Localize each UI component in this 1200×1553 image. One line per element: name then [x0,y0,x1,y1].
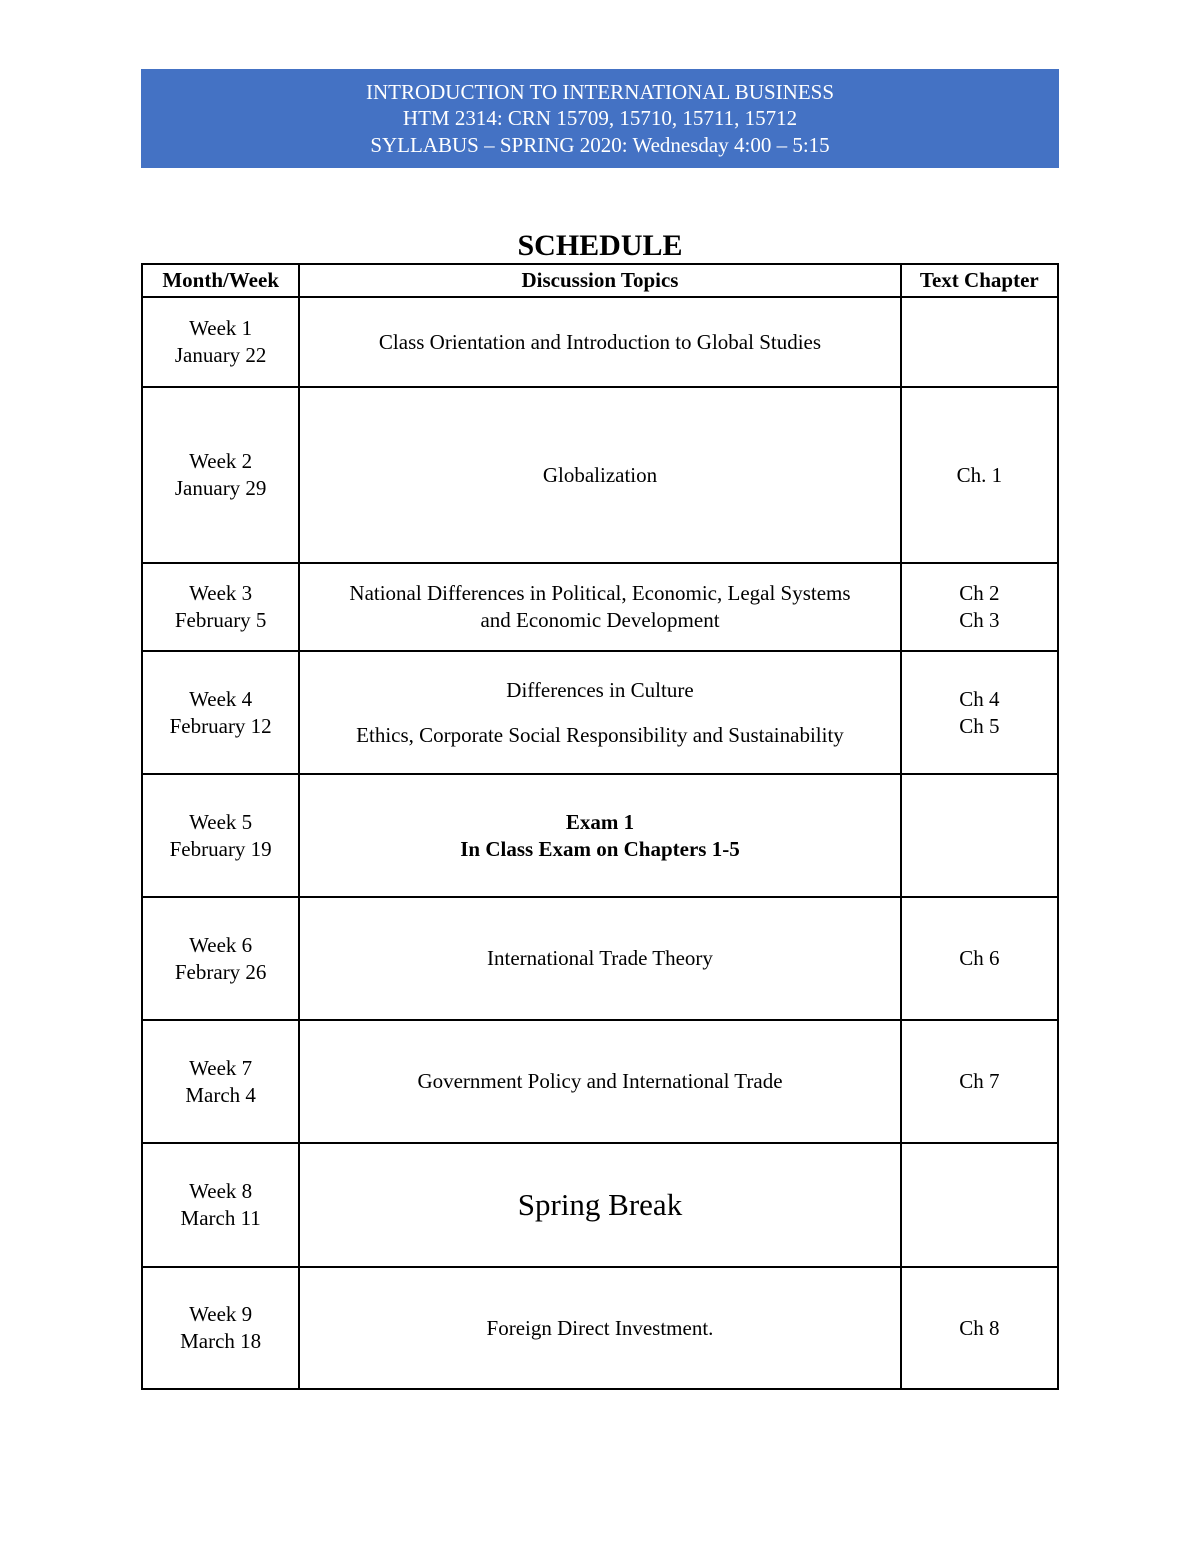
week-label: Week 5 [189,809,253,834]
week-label: Week 2 [189,449,253,473]
table-row [142,297,1058,387]
week-cell [142,297,299,387]
topic-cell [299,774,900,897]
chapter-cell [901,297,1058,387]
topic-cell [299,387,900,563]
course-title: INTRODUCTION TO INTERNATIONAL BUSINESS [365,79,835,104]
chapter-cell [901,563,1058,651]
topic-text: Foreign Direct Investment. [486,1315,714,1340]
table-row [142,1267,1058,1389]
week-cell [142,774,299,897]
week-cell [142,563,299,651]
week-label: Week 1 [189,316,253,340]
table-row [142,1143,1058,1267]
exam-description: In Class Exam on Chapters 1-5 [460,836,740,861]
week-cell [142,1143,299,1267]
chapter-cell [901,1267,1058,1389]
topic-text: Differences in Culture [506,677,694,702]
course-crn: HTM 2314: CRN 15709, 15710, 15711, 15712 [402,106,798,131]
column-header-discussion-topics: Discussion Topics [299,264,900,297]
chapter-cell [901,1020,1058,1143]
week-date: January 29 [174,476,267,500]
week-date: Febrary 26 [174,959,267,984]
week-cell [142,387,299,563]
table-header-row [142,264,1058,297]
chapter-text: Ch. 1 [956,462,1003,487]
table-row [142,387,1058,563]
week-date: January 22 [174,343,267,367]
topic-cell [299,1267,900,1389]
week-label: Week 9 [189,1302,253,1326]
topic-text: National Differences in Political, Economic, Legal Systems [349,581,851,605]
table-row [142,774,1058,897]
topic-cell [299,1020,900,1143]
chapter-cell [901,774,1058,897]
week-label: Week 7 [189,1055,253,1080]
chapter-text: Ch 7 [959,1069,1000,1093]
chapter-text: Ch 4 [959,686,1000,711]
chapter-cell [901,897,1058,1020]
week-date: February 12 [169,713,272,738]
topic-text: Ethics, Corporate Social Responsibility and Sustainability [356,722,844,747]
chapter-cell [901,387,1058,563]
topic-cell [299,651,900,774]
table-row [142,897,1058,1020]
topic-cell [299,1143,900,1267]
table-row [142,651,1058,774]
chapter-text: Ch 6 [959,946,1000,970]
topic-cell [299,563,900,651]
table-row [142,1020,1058,1143]
schedule-title: SCHEDULE [517,229,683,262]
week-label: Week 6 [189,932,253,957]
chapter-text: Ch 8 [959,1315,1000,1340]
column-header-month-week: Month/Week [142,264,299,297]
week-label: Week 8 [189,1179,253,1203]
week-label: Week 3 [189,581,253,605]
topic-text: Government Policy and International Trade [417,1069,783,1093]
week-cell [142,1020,299,1143]
column-header-text-chapter: Text Chapter [901,264,1058,297]
week-date: February 19 [169,836,272,861]
chapter-text: Ch 2 [959,581,1000,605]
topic-text: and Economic Development [480,608,720,632]
week-label: Week 4 [189,686,253,711]
week-date: February 5 [174,608,267,632]
topic-text: International Trade Theory [487,946,713,970]
chapter-cell [901,651,1058,774]
syllabus-term: SYLLABUS – SPRING 2020: Wednesday 4:00 – 5:15 [370,132,830,157]
chapter-cell [901,1143,1058,1267]
topic-text: Class Orientation and Introduction to Global Studies [378,329,822,354]
week-date: March 4 [185,1082,256,1107]
chapter-text: Ch 3 [959,608,1000,632]
topic-cell [299,297,900,387]
week-cell [142,1267,299,1389]
chapter-text: Ch 5 [959,713,1000,738]
week-date: March 11 [180,1206,261,1230]
topic-spacer [306,704,893,722]
week-cell [142,651,299,774]
table-row [142,563,1058,651]
topic-cell [299,897,900,1020]
schedule-table [141,263,1059,1390]
spring-break-text: Spring Break [517,1187,683,1222]
header-banner [141,69,1059,168]
topic-text: Globalization [542,462,658,487]
week-cell [142,897,299,1020]
exam-title: Exam 1 [565,809,635,834]
week-date: March 18 [180,1329,262,1353]
